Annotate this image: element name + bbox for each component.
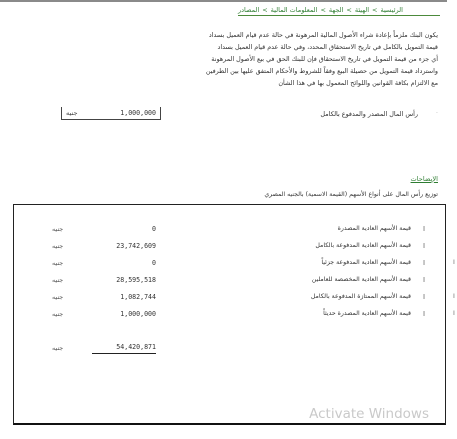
notes-subtitle: توزيع رأس المال على أنواع الأسهم (القيمة الاسمية) بالجنيه المصري: [264, 191, 438, 198]
capital-value-field: [61, 107, 161, 120]
breakdown-row-value: 1,000,000: [120, 310, 156, 318]
breakdown-row-currency: جنيه: [52, 259, 64, 267]
breakdown-row-currency: جنيه: [52, 242, 64, 250]
capital-currency: جنيه: [66, 109, 78, 117]
row-tick-icon: ا: [453, 259, 455, 266]
breadcrumb-item[interactable]: الرئيسية: [380, 6, 403, 14]
capital-breakdown-panel: [13, 204, 455, 425]
pin-icon[interactable]: ا: [423, 293, 425, 301]
breadcrumb-item[interactable]: الجهة: [328, 6, 344, 14]
pin-icon[interactable]: ا: [423, 259, 425, 267]
top-rule: [0, 0, 447, 2]
paragraph-line: واسترداد قيمة التمويل من حصيلة البيع وفقاً للشروط والأحكام المتفق عليها بين الطرفين: [205, 67, 438, 75]
row-tick-icon: ا: [453, 293, 455, 300]
breakdown-row-value: 0: [152, 225, 156, 233]
capital-label: رأس المال المصدر والمدفوع بالكامل: [320, 110, 418, 118]
breakdown-row-label: قيمة الأسهم العادية المدفوعة جزئياً: [321, 259, 411, 266]
pin-icon[interactable]: ا: [423, 225, 425, 233]
breakdown-row-value: 28,595,518: [116, 276, 156, 284]
row-tick-icon: ا: [453, 310, 455, 317]
breadcrumb-separator: >: [262, 6, 268, 14]
breakdown-row-label: قيمة الأسهم الممتازة المدفوعة بالكامل: [310, 293, 411, 300]
breadcrumb: [238, 5, 440, 16]
row-marker-icon: ·: [436, 110, 438, 117]
notes-heading[interactable]: الإيضاحات: [410, 175, 438, 183]
breakdown-row-value: 1,082,744: [120, 293, 156, 301]
pin-icon[interactable]: ا: [423, 242, 425, 250]
breakdown-row-currency: جنيه: [52, 276, 64, 284]
pin-icon[interactable]: ا: [423, 276, 425, 284]
breakdown-row-currency: جنيه: [52, 310, 64, 318]
paragraph-line: أي جزء من قيمة التمويل في تاريخ الاستحقاق فإن للبنك الحق في بيع الأصول المرهونة: [211, 55, 438, 63]
breadcrumb-item[interactable]: المصادر: [238, 6, 260, 14]
breadcrumb-separator: >: [372, 6, 378, 14]
breakdown-row-value: 0: [152, 259, 156, 267]
total-value: 54,420,871: [92, 343, 156, 354]
capital-value: 1,000,000: [120, 109, 156, 117]
pin-icon[interactable]: ا: [423, 310, 425, 318]
breadcrumb-separator: >: [320, 6, 326, 14]
paragraph-line: مع الالتزام بكافة القوانين واللوائح المعمول بها في هذا الشأن: [278, 79, 438, 87]
breadcrumb-separator: >: [346, 6, 352, 14]
breakdown-row-label: قيمة الأسهم العادية المصدرة: [337, 225, 411, 232]
paragraph-line: قيمة التمويل بالكامل في تاريخ الاستحقاق المحدد، وفي حالة عدم قيام العميل بسداد: [217, 43, 438, 51]
breakdown-row-label: قيمة الأسهم العادية المدفوعة بالكامل: [315, 242, 411, 249]
breakdown-row-value: 23,742,609: [116, 242, 156, 250]
breakdown-row-currency: جنيه: [52, 225, 64, 233]
breakdown-row-label: قيمة الأسهم العادية المخصصة للعاملين: [311, 276, 411, 283]
paragraph-line: يكون البنك ملزماً بإعادة شراء الأصول المالية المرهونة في حالة عدم قيام العميل بسداد: [208, 31, 438, 39]
breakdown-row-label: قيمة الأسهم العادية المصدرة حديثاً: [323, 310, 411, 317]
description-paragraph: [18, 29, 438, 91]
total-currency: جنيه: [52, 344, 64, 352]
activation-watermark: Activate Windows: [309, 406, 429, 422]
breadcrumb-item[interactable]: المعلومات المالية: [270, 6, 318, 14]
breakdown-row-currency: جنيه: [52, 293, 64, 301]
breadcrumb-item[interactable]: الهيئة: [354, 6, 370, 14]
